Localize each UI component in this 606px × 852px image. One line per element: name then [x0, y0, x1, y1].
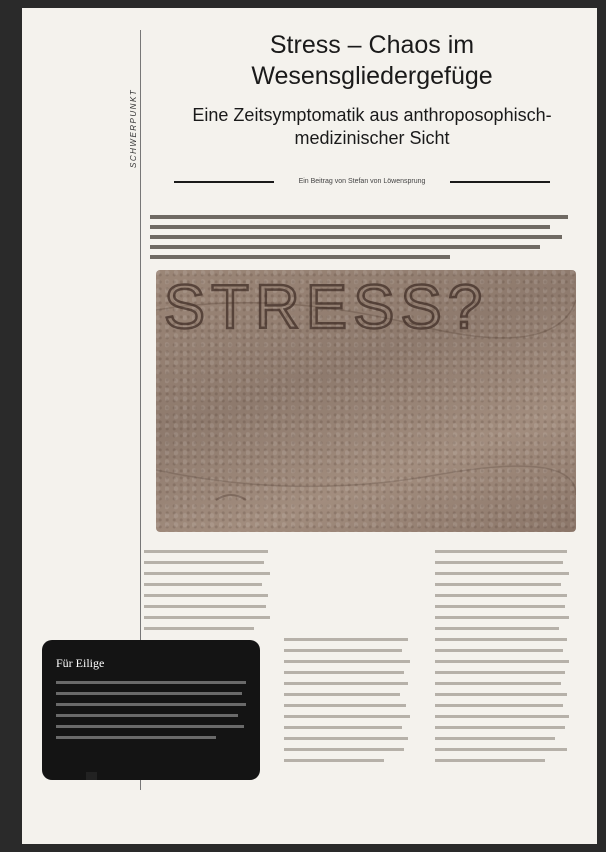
text-line — [144, 594, 268, 597]
box-line — [56, 714, 238, 717]
page-marker-block — [86, 772, 97, 780]
box-line — [56, 703, 246, 706]
text-line — [435, 627, 559, 630]
article-title: Stress – Chaos im Wesensgliedergefüge — [251, 31, 493, 90]
text-line — [144, 616, 270, 619]
magazine-page — [22, 8, 597, 844]
text-line — [144, 605, 266, 608]
body-column-2 — [284, 550, 412, 770]
lead-line — [150, 225, 550, 229]
text-line — [435, 583, 561, 586]
stress-sand-lettering — [156, 270, 496, 350]
text-line — [435, 649, 563, 652]
text-line — [284, 715, 410, 718]
byline-row — [174, 176, 550, 188]
text-line — [435, 671, 565, 674]
text-line — [284, 759, 384, 762]
text-line — [144, 627, 254, 630]
section-label: SCHWERPUNKT — [129, 88, 138, 168]
text-line — [144, 550, 268, 553]
body-column-1 — [144, 550, 272, 638]
text-line — [435, 737, 555, 740]
text-line — [435, 748, 567, 751]
text-line — [435, 572, 569, 575]
lead-paragraph-placeholder — [150, 215, 568, 265]
box-title: Für Eilige — [56, 656, 105, 670]
box-line — [56, 736, 216, 739]
text-line — [435, 693, 567, 696]
text-line — [284, 638, 408, 641]
text-line — [284, 649, 402, 652]
lead-line — [150, 255, 450, 259]
text-line — [284, 693, 400, 696]
lead-line — [150, 235, 562, 239]
text-line — [435, 726, 565, 729]
stress-word: STRESS? — [163, 273, 489, 342]
text-line — [435, 616, 569, 619]
text-line — [144, 572, 270, 575]
byline-rule-right — [450, 181, 550, 183]
text-line — [435, 715, 569, 718]
text-line — [144, 583, 262, 586]
lead-line — [150, 215, 568, 219]
text-line — [284, 704, 406, 707]
sand-photo — [156, 270, 576, 532]
text-line — [435, 704, 563, 707]
body-column-3 — [435, 550, 570, 770]
text-line — [284, 748, 404, 751]
text-line — [435, 594, 567, 597]
article-subtitle: Eine Zeitsymptomatik aus anthroposophisch-medizinischer Sicht — [192, 105, 552, 148]
box-line — [56, 725, 244, 728]
text-line — [435, 561, 563, 564]
text-line — [435, 759, 545, 762]
text-line — [284, 726, 402, 729]
text-line — [284, 660, 410, 663]
byline-rule-left — [174, 181, 274, 183]
text-line — [284, 737, 408, 740]
text-line — [435, 660, 569, 663]
text-line — [435, 638, 567, 641]
text-line — [144, 561, 264, 564]
box-line — [56, 681, 246, 684]
lead-line — [150, 245, 540, 249]
text-line — [284, 671, 404, 674]
text-line — [435, 682, 561, 685]
fuer-eilige-box — [42, 640, 260, 780]
text-line — [284, 682, 408, 685]
text-line — [435, 550, 567, 553]
text-line — [435, 605, 565, 608]
box-line — [56, 692, 242, 695]
byline: Ein Beitrag von Stefan von Löwensprung — [298, 178, 426, 185]
